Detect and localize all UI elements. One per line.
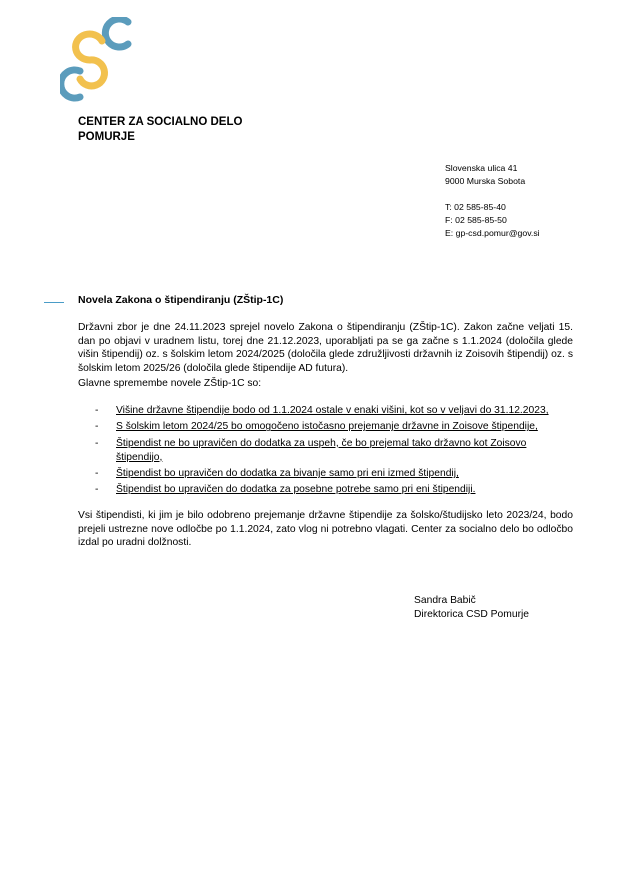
document-title: Novela Zakona o štipendiranju (ZŠtip-1C): [78, 294, 284, 306]
bullet-dash: -: [95, 421, 99, 433]
contact-block: [445, 162, 540, 240]
changes-heading: Glavne spremembe novele ZŠtip-1C so:: [78, 378, 262, 389]
organization-name-line1: CENTER ZA SOCIALNO DELO: [78, 116, 243, 128]
list-item-text: Štipendist bo upravičen do dodatka za bivanje samo pri eni izmed štipendij,: [116, 467, 459, 479]
bullet-dash: -: [95, 437, 99, 449]
csd-logo: [60, 17, 132, 105]
list-item-text: Višine državne štipendije bodo od 1.1.2024 ostale v enaki višini, kot so v veljavi do 31.12.2023,: [116, 405, 549, 416]
list-item-text: Štipendist bo upravičen do dodatka za posebne potrebe samo pri eni štipendiji.: [116, 484, 476, 496]
list-item: [78, 483, 573, 497]
signatory-position: Direktorica CSD Pomurje: [414, 608, 530, 620]
list-item-text: S šolskim letom 2024/25 bo omogočeno istočasno prejemanje državne in Zoisove štipendije,: [116, 421, 538, 433]
intro-paragraph: Državni zbor je dne 24.11.2023 sprejel novelo Zakona o štipendiranju (ZŠtip-1C). Zakon začne veljati 15. dan po objavi v uradnem listu, torej dne 21.12.2023, uporabljati pa se ga začne s 1.1.2024 (določila glede višin štipendij) oz. s šolskim letom 2024/2025 (določila glede združljivosti državnih iz Zoisovih štipendij) oz. s šolskim letom 2025/26 (določila glede štipendije AD futura).: [78, 322, 573, 374]
list-item: [78, 437, 573, 465]
signature-block: [414, 594, 529, 622]
organization-name: [78, 115, 242, 145]
address-street: Slovenska ulica 41: [445, 163, 518, 173]
address-city: 9000 Murska Sobota: [445, 176, 526, 186]
fax: F: 02 585-85-50: [445, 215, 507, 225]
list-item: [78, 404, 573, 418]
organization-name-line2: POMURJE: [78, 131, 135, 143]
list-item: [78, 467, 573, 481]
title-accent-line: [44, 302, 64, 303]
bullet-dash: -: [95, 405, 99, 416]
list-item-text: Štipendist ne bo upravičen do dodatka za uspeh, če bo prejemal tako državno kot Zoisovo štipendijo,: [116, 437, 527, 463]
signatory-name: Sandra Babič: [414, 595, 476, 606]
email: E: gp-csd.pomur@gov.si: [445, 228, 540, 238]
closing-paragraph: Vsi štipendisti, ki jim je bilo odobreno prejemanje državne štipendije za šolsko/študijsko leto 2023/24, bodo prejeli ustrezne nove odločbe po 1.1.2024, zato vlog ni potrebno vlagati. Center za socialno delo bo odločbo izdal po uradni dolžnosti.: [78, 510, 573, 549]
changes-list: [78, 404, 573, 500]
phone: T: 02 585-85-40: [445, 202, 506, 212]
list-item: [78, 420, 573, 434]
bullet-dash: -: [95, 484, 99, 496]
bullet-dash: -: [95, 467, 99, 479]
